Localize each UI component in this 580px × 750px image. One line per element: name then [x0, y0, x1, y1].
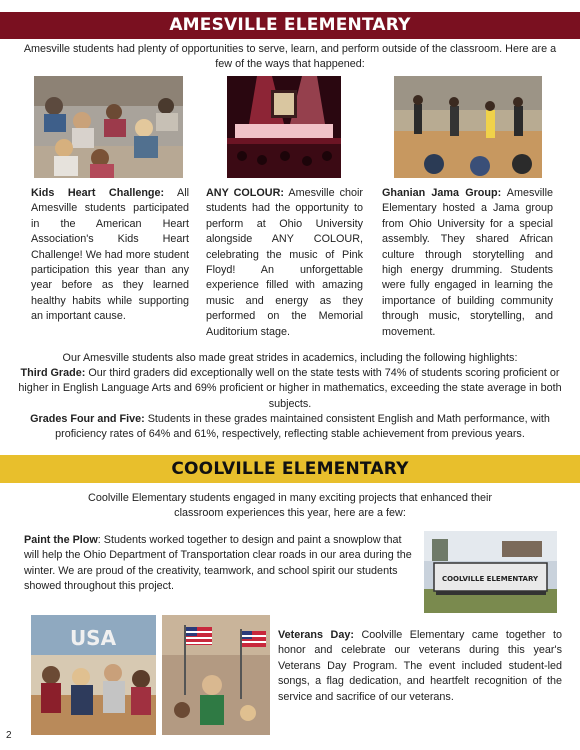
coolville-title: COOLVILLE ELEMENTARY	[171, 458, 409, 479]
any-colour-text: ANY COLOUR: Amesville choir students had the opportunity to perform at Ohio University alongside ANY COLOUR, celebrating the music of Pink Floyd! An unforgettable experience filled with amazing music and energy as they performed on the Memorial Auditorium stage.	[206, 187, 363, 338]
grades-four-five-text: Grades Four and Five: Students in these grades maintained consistent English and Math performance, with proficiency rates of 64% and 61%, respectively, reflecting stable achievement from previous years.	[30, 413, 550, 441]
paint-the-plow-heading: Paint the Plow	[24, 534, 98, 546]
coolville-intro: Coolville Elementary students engaged in many exciting projects that enhanced their classroom experiences this year, here are a few:	[88, 492, 492, 520]
kids-heart-challenge-heading: Kids Heart Challenge:	[31, 187, 165, 199]
any-colour-heading: ANY COLOUR:	[206, 187, 284, 199]
any-colour-concert-photo	[227, 76, 341, 178]
amesville-intro: Amesville students had plenty of opportunities to serve, learn, and perform outside of the classroom. Here are a few of the ways that happened:	[23, 43, 557, 71]
veterans-day-heading: Veterans Day:	[278, 629, 354, 641]
grades-four-five-heading: Grades Four and Five:	[30, 413, 145, 425]
paint-the-plow-text: Paint the Plow: Students worked together to design and paint a snowplow that will help the Ohio Department of Transportation clear roads in our area during the winter. We are proud of the creativity, teamwork, and school spirit our students showed throughout this project.	[24, 534, 412, 593]
ghanian-jama-heading: Ghanian Jama Group:	[382, 187, 502, 199]
kids-heart-challenge-photo	[34, 76, 183, 178]
painted-snowplow-photo	[424, 531, 557, 613]
gym-wall-text: USA	[69, 626, 117, 650]
plow-sign-text: COOLVILLE ELEMENTARY	[441, 575, 539, 583]
veterans-day-flag-photo	[162, 615, 270, 735]
coolville-section-banner	[0, 455, 580, 483]
kids-heart-challenge-text: Kids Heart Challenge: All Amesville students participated in the American Heart Association's Kids Heart Challenge! We had more student participation this year than any year before as they learned healthy habits while supporting an important cause.	[31, 187, 189, 323]
veterans-day-text: Veterans Day: Coolville Elementary came together to honor and celebrate our veterans during this year's Veterans Day Program. The event included student-led songs, a flag dedication, and heartfelt recognition of the service and sacrifice of our veterans.	[278, 629, 563, 703]
amesville-section-banner	[0, 12, 580, 39]
page-number: 2	[6, 730, 12, 741]
ghanian-jama-group-photo	[394, 76, 542, 178]
ghanian-jama-text: Ghanian Jama Group: Amesville Elementary hosted a Jama group from Ohio University for a special assembly. They shared African culture through storytelling and high energy drumming. Students were fully engaged in learning the importance of building community through music, storytelling, and movement.	[382, 187, 553, 338]
veterans-day-gym-photo	[31, 615, 156, 735]
third-grade-heading: Third Grade:	[20, 367, 86, 379]
amesville-title: AMESVILLE ELEMENTARY	[169, 15, 411, 35]
academics-intro: Our Amesville students also made great strides in academics, including the following highlights:	[62, 352, 518, 364]
third-grade-text: Third Grade: Our third graders did exceptionally well on the state tests with 74% of students scoring proficient or higher in English Language Arts and 69% proficient or higher in mathematics, exceeding the state average in both subjects.	[18, 367, 562, 410]
